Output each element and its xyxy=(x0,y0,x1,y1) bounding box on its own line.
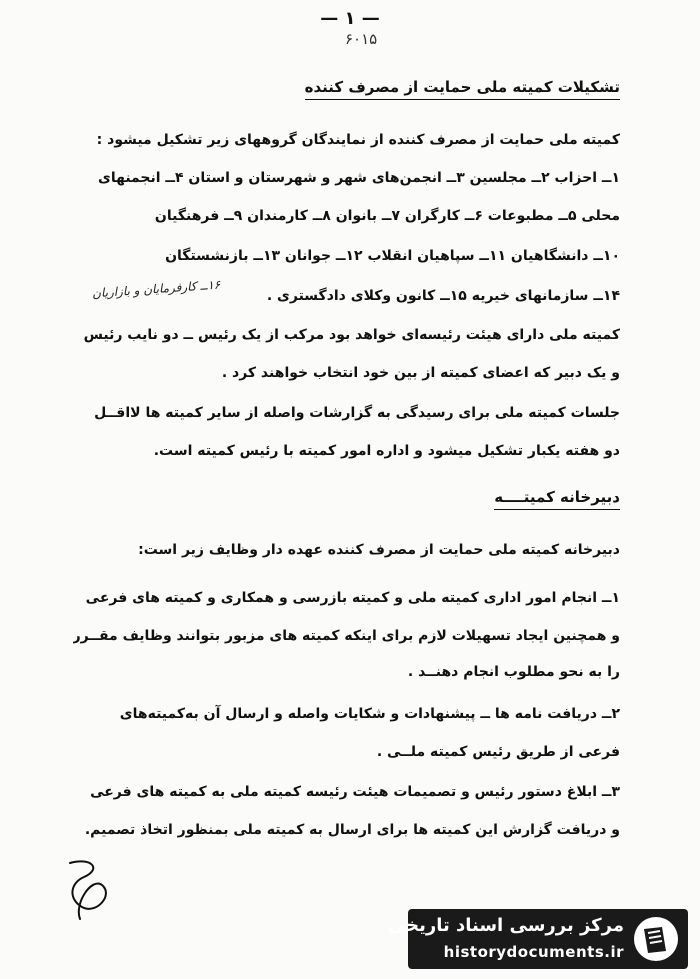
watermark-url: historydocuments.ir xyxy=(443,943,624,961)
paragraph-line: فرعی از طریق رئیس کمیته ملــی . xyxy=(376,744,620,760)
paragraph-line: ۱۴ــ سازمانهای خیریه ۱۵ــ کانون وکلای دادگستری . xyxy=(266,288,620,304)
paragraph-line: و دریافت گزارش این کمیته ها برای ارسال به کمیته ملی بمنظور اتخاذ تصمیم. xyxy=(84,822,620,838)
paragraph-line: را به نحو مطلوب انجام دهنــد . xyxy=(407,664,620,680)
archive-watermark xyxy=(387,909,688,969)
handwritten-page-mark: ۶۰۱۵ xyxy=(345,30,378,48)
section-heading-committee-structure: تشکیلات کمیته ملی حمایت از مصرف کننده xyxy=(305,78,620,100)
watermark-title: مرکز بررسی اسناد تاریخی xyxy=(387,915,624,936)
paragraph-line: دو هفته یکبار تشکیل میشود و اداره امور کمیته با رئیس کمیته است. xyxy=(153,443,620,459)
paragraph-line: ۱ــ احزاب ۲ــ مجلسین ۳ــ انجمن‌های شهر و شهرستان و استان ۴ــ انجمنهای xyxy=(97,170,620,186)
paragraph-line: کمیته ملی حمایت از مصرف کننده از نمایندگان گروههای زیر تشکیل میشود : xyxy=(96,132,620,148)
paragraph-line: دبیرخانه کمیته ملی حمایت از مصرف کننده عهده دار وظایف زیر است: xyxy=(138,542,620,558)
paragraph-line: محلی ۵ــ مطبوعات ۶ــ کارگران ۷ــ بانوان ۸ــ کارمندان ۹ــ فرهنگیان xyxy=(154,208,620,224)
paragraph-line: ۲ــ دریافت نامه ها ــ پیشنهادات و شکایات واصله و ارسال آن به‌کمیته‌های xyxy=(119,706,620,722)
paragraph-line: ۳ــ ابلاغ دستور رئیس و تصمیمات هیئت رئیسه کمیته ملی به کمیته های فرعی xyxy=(90,784,620,800)
paragraph-line: و همچنین ایجاد تسهیلات لازم برای اینکه کمیته های مزبور بتوانند وظایف مقــرر xyxy=(72,628,620,644)
paragraph-line: و یک دبیر که اعضای کمیته از بین خود انتخاب خواهند کرد . xyxy=(221,365,620,381)
paragraph-line: جلسات کمیته ملی برای رسیدگی به گزارشات واصله از سایر کمیته ها لااقــل xyxy=(94,405,620,421)
paragraph-line: ۱ــ انجام امور اداری کمیته ملی و کمیته بازرسی و همکاری و کمیته های فرعی xyxy=(85,590,620,606)
handwritten-annotation: ۱۶ــ کارفرمایان و بازاریان xyxy=(91,277,221,301)
paragraph-line: ۱۰ــ دانشگاهیان ۱۱ــ سپاهیان انقلاب ۱۲ــ جوانان ۱۳ــ بازنشستگان xyxy=(165,248,620,264)
paragraph-line: کمیته ملی دارای هیئت رئیسه‌ای خواهد بود مرکب از یک رئیس ــ دو نایب رئیس xyxy=(83,327,620,343)
handwritten-signature-icon xyxy=(62,855,132,925)
page-number: — ۱ — xyxy=(320,8,380,29)
archive-logo-icon xyxy=(632,915,680,963)
section-heading-secretariat: دبیرخانه کمیتــــه xyxy=(494,488,620,510)
